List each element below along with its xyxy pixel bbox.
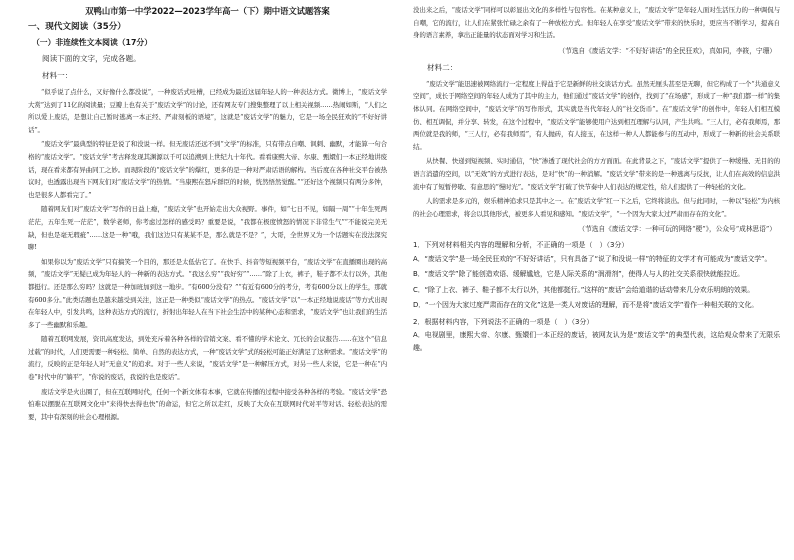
paragraph: “似乎说了点什么，又好像什么都没说”，一种废话式吐槽，已经成为最近这届年轻人的一种表达方式。微博上，“废话文学大赏”达到了11亿的阅读量；豆瓣上也有关于“废话文学”的讨论，还有网友专门搜集整理了以上相关视频……热闹如斯，“人们之所以爱上废话，是想让自己暂时逃离一本正经、严肃刻板的语境”，这就是“废话文学”的魅力，它是一场全民狂欢的“不好好讲话”。 (28, 88, 387, 134)
paragraph: “废话文学”最典型的特征是说了和没说一样。但无废话还远不到“文学”的标准，只有带点自嘲、讽刺、幽默，才能算一句合格的“废话文学”。“废话文学”考古释发现其渊源以千可以追溯到上世纪九十年代。看看康熙大帝、尔康、甄嬛们一本正经地讲废话，现在看来都有异曲同工之妙。而现阶段的“废话文学”的爆红，更多的是一种对严肃话语的解构。当后度在各种社交平台被热议时，也透露出现当下网友们对“废话文学”的热情。“当康熙在怒斥群臣的时候，恍然悟然觉醒。”“还好这个视频只有两分多钟，也是很多人都看完了。” (28, 140, 387, 199)
question-stem: 1．下列对材料相关内容的理解和分析，不正确的一项是（ ）（3分） (413, 241, 629, 250)
subsection-heading: （一）非连续性文本阅读（17分） (32, 38, 153, 47)
answer-option (413, 329, 780, 354)
section-heading: 一、现代文阅读（35分） (28, 22, 126, 32)
option-text: “一个因为大家过度严肃而存在的文化”这是一类人对废话的理解，而不是将“废话文学”看作一种相关联的文化。 (425, 301, 759, 310)
source-citation: （节选自《废话文学：一种可玩的网络“梗”》，公众号“成林思语”） (578, 225, 776, 234)
option-text: “废话文学”除了能创造欢语、缓解尴尬，它是人际关系的“润滑剂”，使得人与人的社交关系很快就能拉近。 (424, 270, 744, 279)
option-label: C． (413, 285, 425, 294)
paragraph-continued: 没出来之后，“废话文学”同样可以彰显出文化的多样性与包容性。在某种意义上，“废话文学”是年轻人面对生活压力的一种调侃与自嘲，它的流行，让人们在紧张忙碌之余有了一种放松方式。但年轻人在享受“废话文学”带来的快乐时，更应当不断学习，提高自身的语言素养，拿出正能量的状态面对学习和生活。 (413, 6, 780, 40)
option-text: “除了上衣、裤子、鞋子都不太行以外，其他都挺行。”这样的“废话”会给道谐的话动带来几分欢乐明朗的效果。 (424, 285, 755, 294)
answer-option (413, 268, 780, 281)
option-label: D． (413, 301, 425, 310)
question-stem: 2．根据材料内容，下列说法不正确的一项是（ ）（3分） (413, 317, 594, 326)
paragraph: 废话文学是火出圈了，但在互联网时代，任何一个新文体有本事，它就在传播的过程中接受各种各样的考验。“废话文学”恐怕难以摆脱在互联网文化中“来得快去得也快”的命运，但它之所以走红，反映了大众在互联网时代对平等对话、轻松表达的需要，其中有深刻的社会心理根源。 (28, 387, 387, 421)
paragraph: 从快餐、快递到短视频、实时通信，“快”渗透了现代社会的方方面面。在此背景之下，“废话文学”提供了一种缓慢、无目的的语言消遣的空间，以“无效”的方式进行表达，是对“快”的一种消解。“废话文学”带来的是一种逃离与反抗，让人们在高效的信息洪流中有了短暂停歇、有意思的“慢时光”。“废话文学”打破了快节奏中人们表达的规定性，给人们提供了一种轻松的文化。 (413, 157, 780, 191)
option-label: B． (413, 270, 425, 279)
answer-option (413, 253, 780, 266)
paragraph: 随着互联网发展，资讯高度发达，到处充斥着各种各样的营销文案、看不懂的学术论文、冗长的会议报告……在这个“信息过载”的时代，人们更需要一种轻松、简单、自然的表达方式，一种“废话文学”式的轻松可能正好满足了这种需求。“废话文学”的流行，反映的正是年轻人对“无意义”的追求。对于一些人来说，“废话文学”是一种解压方式，对另一些人来说，它是一种在“内卷”时代中的“躺平”，“你说的废话，我说的也是废话”。 (28, 335, 387, 382)
paragraph: 如果你以为“废话文学”只有搞笑一个目的，那还是太低估它了。在快手、抖音等短视频平台，“废话文学”在直播圈出现的高频，“废话文学”无疑已成为年轻人的一种新的表达方式。“我这么穷”“我好穷”“……”除了上衣，裤子，鞋子都不太行以外，其他都挺行。还是那么穷吗？这就是一种加班加到这一地步。“有600分没有？”“有近有600分的考分，考有600分以上的学生，那就有600多分。”此类话题也是越来越受到关注，这正是一种类似“废话文学”的热点。“废话文学”以“一本正经地说废话”等方式出现在年轻人中，引发共鸣，这种表达方式的流行，折射出年轻人在当下社会生活中的某种心态和需求，“废话文学”也让我们的生活多了一些幽默和乐趣。 (28, 257, 387, 329)
instructions: 阅读下面的文字，完成各题。 (42, 54, 141, 63)
option-label: A． (413, 254, 425, 263)
answer-option (413, 299, 780, 312)
document-title: 双鸭山市第一中学2022—2023学年高一（下）期中语文试题答案 (85, 6, 330, 16)
option-text: 电视剧里，康熙大帝、尔康、甄嬛们一本正经的废话，被网友认为是“废话文学”的典型代表，这给观众带来了无限乐趣。 (413, 331, 780, 352)
source-citation: （节选自《废话文学：“不好好讲话”的全民狂欢》，真如同，李筱，宁珊） (558, 46, 776, 55)
material-1-label: 材料一： (42, 71, 73, 80)
quote-paragraph: 人的需求是多元的，娱乐精神追求只是其中之一。在“废话文学”红一下之后，它终将淡出。但与此同时，一种以“轻松”为内核的社会心理需求，将会以其他形式，被更多人看见和感知。“废话文学”，“一个因为大家太过严肃而存在的文化”。 (413, 197, 780, 218)
paragraph: 随着网友们对“废话文学”写作的日益上瘾，“废话文学”也开始走出大众视野。事件，如“七日不见，如隔一周”“十年生死两茫茫，五年生死一茫茫”，数学老师，你考虑过怎样的感受吗？重要是说，“我都在极度愤怒的情况下非常生气”“不能说完美无缺，但也是毫无瑕疵”……这是一种“哦，我们这边只有某某不是，那么就是不是？”，大哥，全世界又为一个话题实在没法深究聊! (28, 205, 387, 252)
option-text: “废话文学”是一场全民狂欢的“不好好讲话”，只有具备了“说了和没说一样”的特征的文学才有可能成为“废话文学”。 (424, 254, 772, 263)
answer-option (413, 284, 780, 297)
material-2-label: 材料二： (427, 62, 458, 72)
right-column (397, 0, 794, 560)
option-label: A． (413, 331, 425, 340)
paragraph: “废话文学”能迅速被网络流行一定程度上得益于它是新鲜的社交谈话方式。虽然无厘头甚至是无聊，但它构成了一个“共通意义空间”，成长于网络空间的年轻人成为了其中的主力，他们通过“废话文学”的创作，找到了“在场感”，形成了一种“我们都一样”的集体认同。在网络空间中，“废话文学”的写作形式，其实就是当代年轻人的“社交货币”。在“废话文学”的创作中，年轻人们相互模仿、相互调侃，并分享、转发，在这个过程中，“废话文学”能够使用户达到相互理解与认同，产生共鸣。“三人行，必有我师焉，那两位就是我的师，“三人行，必有我师焉”，有人抛砖，有人接玉，在这样一种人人都能参与的互动中，形成了一种新的社会关系联结。 (413, 79, 780, 151)
